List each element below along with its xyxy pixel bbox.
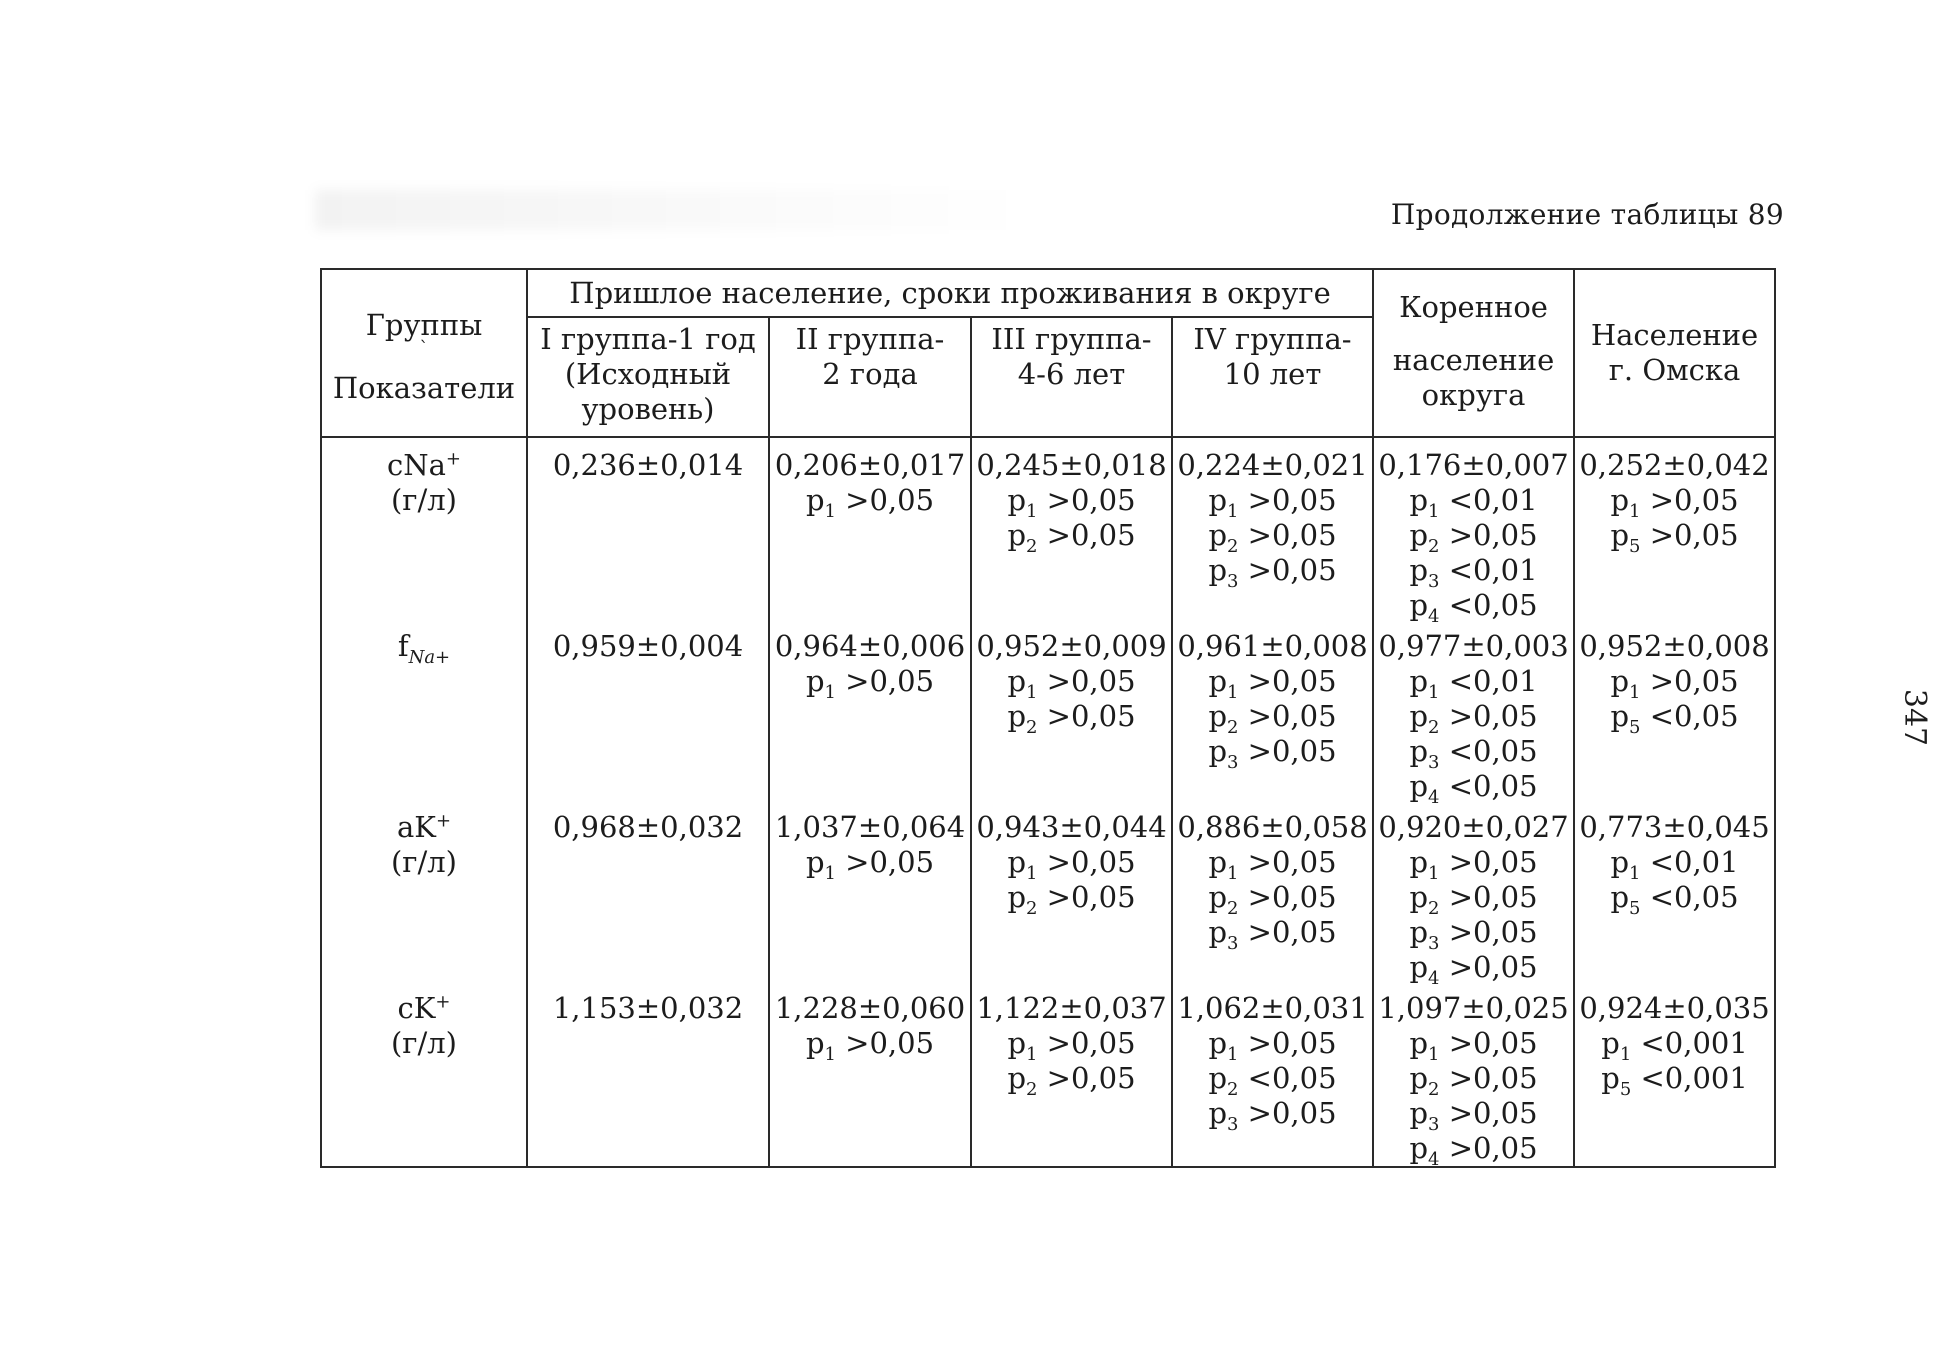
native-header-line-2: население — [1392, 342, 1555, 377]
p-threshold: >0,05 — [1037, 1026, 1136, 1060]
indicator-cell — [321, 804, 527, 985]
p-value — [1173, 664, 1372, 703]
p-threshold: >0,05 — [835, 845, 935, 879]
indicator-unit: (г/л) — [390, 845, 457, 879]
indicator-subscript: Na+ — [408, 646, 451, 668]
value-cell — [1172, 623, 1373, 804]
p-threshold: <0,01 — [1439, 553, 1538, 587]
p-index: 2 — [1227, 1078, 1239, 1100]
value-cell — [769, 804, 971, 985]
p-threshold: <0,05 — [1640, 699, 1739, 733]
value-cell — [769, 623, 971, 804]
scan-smudge — [315, 190, 1035, 230]
p-value — [1173, 915, 1372, 954]
p-letter: p — [1007, 1061, 1027, 1095]
p-index: 2 — [1026, 716, 1038, 738]
indicator-unit: (г/л) — [390, 1026, 457, 1060]
mean-value: 1,097±0,025 — [1378, 991, 1569, 1025]
value-cell — [527, 437, 769, 623]
p-value — [1374, 880, 1573, 919]
group-1-header — [527, 317, 769, 437]
p-letter: p — [1208, 1061, 1228, 1095]
p-letter: p — [1409, 845, 1429, 879]
p-letter: p — [1409, 553, 1429, 587]
group-4-header-line-2: 10 лет — [1223, 357, 1322, 391]
p-index: 3 — [1227, 1113, 1239, 1135]
p-index: 2 — [1428, 1078, 1440, 1100]
p-value — [770, 664, 970, 703]
p-letter: p — [1208, 880, 1228, 914]
mean-value: 0,924±0,035 — [1579, 991, 1770, 1025]
p-index: 3 — [1428, 1113, 1440, 1135]
p-value — [1374, 588, 1573, 627]
p-letter: p — [1208, 518, 1228, 552]
indicator-name — [322, 629, 526, 668]
group-3-header-line-2: 4-6 лет — [1017, 357, 1126, 391]
mean-value: 0,236±0,014 — [552, 448, 744, 482]
p-letter: p — [1610, 664, 1630, 698]
p-threshold: <0,01 — [1640, 845, 1739, 879]
mean-value: 1,228±0,060 — [774, 991, 966, 1025]
p-index: 1 — [1227, 862, 1239, 884]
p-index: 4 — [1428, 786, 1440, 808]
p-threshold: <0,001 — [1631, 1026, 1748, 1060]
p-letter: p — [1208, 553, 1228, 587]
value-cell — [1574, 623, 1775, 804]
p-letter: p — [1409, 699, 1429, 733]
indicator-charge: + — [445, 448, 461, 470]
p-value — [1575, 1061, 1774, 1100]
value-cell — [1373, 985, 1574, 1170]
p-index: 3 — [1227, 932, 1239, 954]
p-value — [1173, 483, 1372, 522]
migrant-group-header: Пришлое население, сроки проживания в округе — [527, 269, 1373, 317]
native-header-line-1: Коренное — [1399, 289, 1548, 324]
p-letter: p — [1007, 845, 1027, 879]
indicator-symbol: f — [397, 629, 409, 663]
p-index: 3 — [1428, 570, 1440, 592]
p-letter: p — [1409, 664, 1429, 698]
mean-value: 1,153±0,032 — [552, 991, 744, 1025]
p-threshold: >0,05 — [1439, 880, 1538, 914]
page-number: 347 — [1897, 688, 1933, 747]
p-index: 1 — [824, 681, 836, 703]
p-value — [972, 1061, 1171, 1100]
p-index: 3 — [1227, 570, 1239, 592]
table-row — [321, 804, 1775, 985]
p-value — [1575, 845, 1774, 884]
p-value — [1374, 1131, 1573, 1170]
table-row — [321, 985, 1775, 1167]
value-cell — [971, 804, 1172, 985]
p-letter: p — [1007, 1026, 1027, 1060]
p-index: 1 — [1026, 500, 1038, 522]
p-index: 1 — [1227, 500, 1239, 522]
p-threshold: >0,05 — [1238, 699, 1337, 733]
p-letter: p — [1409, 734, 1429, 768]
p-threshold: >0,05 — [1238, 553, 1337, 587]
value-cell — [971, 985, 1172, 1167]
p-value — [972, 1026, 1171, 1065]
table-body — [321, 437, 1775, 1170]
p-letter: p — [1409, 588, 1429, 622]
value-cell — [769, 985, 971, 1167]
mean-value: 0,886±0,058 — [1177, 810, 1368, 844]
p-index: 5 — [1629, 535, 1641, 557]
p-index: 2 — [1227, 716, 1239, 738]
p-threshold: >0,05 — [1439, 518, 1538, 552]
table-row — [321, 437, 1775, 623]
p-value — [972, 664, 1171, 703]
p-value — [1173, 880, 1372, 919]
p-letter: p — [1007, 483, 1027, 517]
p-threshold: <0,05 — [1439, 588, 1538, 622]
p-value — [1374, 734, 1573, 773]
p-letter: p — [1208, 1026, 1228, 1060]
mean-value: 0,224±0,021 — [1177, 448, 1368, 482]
value-cell — [527, 804, 769, 985]
p-letter: p — [1409, 880, 1429, 914]
p-threshold: <0,01 — [1439, 483, 1538, 517]
group-2-header-line-2: 2 года — [822, 357, 918, 391]
p-index: 2 — [1227, 535, 1239, 557]
corner-header-cell — [321, 269, 527, 437]
p-letter: p — [805, 483, 825, 517]
p-value — [1374, 483, 1573, 522]
p-letter: p — [1601, 1061, 1620, 1095]
p-index: 2 — [1428, 535, 1440, 557]
mean-value: 0,773±0,045 — [1579, 810, 1770, 844]
value-cell — [527, 985, 769, 1167]
indicator-charge: + — [435, 810, 452, 832]
p-letter: p — [1610, 699, 1630, 733]
value-cell — [527, 623, 769, 804]
p-value — [1173, 518, 1372, 557]
p-letter: p — [1007, 880, 1027, 914]
p-index: 1 — [1629, 862, 1641, 884]
p-threshold: >0,05 — [1238, 664, 1337, 698]
p-letter: p — [1208, 483, 1228, 517]
p-letter: p — [1409, 1096, 1429, 1130]
p-index: 2 — [1026, 1078, 1038, 1100]
p-value — [1173, 699, 1372, 738]
p-value — [1374, 518, 1573, 557]
mean-value: 1,037±0,064 — [774, 810, 966, 844]
p-letter: p — [1610, 483, 1630, 517]
p-index: 1 — [1026, 862, 1038, 884]
data-table — [320, 268, 1776, 1168]
mean-value: 0,252±0,042 — [1579, 448, 1770, 482]
p-value — [1575, 664, 1774, 703]
p-value — [770, 1026, 970, 1065]
value-cell — [1574, 437, 1775, 623]
p-value — [770, 845, 970, 884]
p-threshold: >0,05 — [1238, 1096, 1337, 1130]
p-value — [1374, 553, 1573, 592]
group-4-header — [1172, 317, 1373, 437]
p-value — [1173, 1061, 1372, 1100]
group-3-header — [971, 317, 1172, 437]
p-value — [972, 483, 1171, 522]
p-threshold: >0,05 — [1439, 845, 1538, 879]
p-value — [1575, 880, 1774, 919]
p-index: 2 — [1428, 716, 1440, 738]
value-cell — [971, 623, 1172, 804]
p-letter: p — [1409, 1061, 1429, 1095]
p-value — [1374, 915, 1573, 954]
p-value — [972, 699, 1171, 738]
p-letter: p — [1409, 518, 1429, 552]
corner-indicators-label: Показатели — [332, 371, 516, 405]
mean-value: 0,920±0,027 — [1378, 810, 1569, 844]
p-value — [1374, 950, 1573, 989]
p-threshold: >0,05 — [1037, 880, 1136, 914]
indicator-name — [322, 448, 526, 483]
p-value — [1575, 518, 1774, 557]
p-letter: p — [1007, 699, 1027, 733]
p-threshold: >0,05 — [1439, 1096, 1538, 1130]
mean-value: 1,122±0,037 — [976, 991, 1167, 1025]
p-value — [1173, 1096, 1372, 1135]
p-letter: p — [1610, 845, 1630, 879]
p-value — [1374, 1061, 1573, 1100]
p-letter: p — [1409, 483, 1429, 517]
p-threshold: >0,05 — [1238, 518, 1337, 552]
p-value — [1173, 734, 1372, 773]
p-letter: p — [1208, 915, 1228, 949]
mean-value: 0,245±0,018 — [976, 448, 1167, 482]
table-row — [321, 623, 1775, 804]
p-index: 1 — [1619, 1043, 1632, 1065]
p-value — [770, 483, 970, 522]
p-index: 1 — [1026, 681, 1038, 703]
p-index: 4 — [1428, 605, 1440, 627]
p-threshold: >0,05 — [1037, 664, 1136, 698]
omsk-header-line-2: г. Омска — [1608, 353, 1741, 387]
p-letter: p — [1208, 845, 1228, 879]
mean-value: 0,959±0,004 — [552, 629, 744, 663]
value-cell — [1574, 804, 1775, 985]
p-index: 3 — [1428, 932, 1440, 954]
indicator-symbol: cNa — [387, 448, 446, 482]
indicator-cell — [321, 985, 527, 1167]
p-threshold: >0,05 — [835, 483, 935, 517]
mean-value: 0,961±0,008 — [1177, 629, 1368, 663]
mean-value: 0,952±0,008 — [1579, 629, 1770, 663]
p-threshold: <0,05 — [1439, 734, 1538, 768]
p-index: 1 — [824, 1043, 836, 1065]
p-threshold: <0,05 — [1439, 769, 1538, 803]
p-threshold: >0,05 — [1439, 1026, 1538, 1060]
p-value — [1575, 483, 1774, 522]
p-value — [1575, 699, 1774, 738]
p-letter: p — [1409, 915, 1429, 949]
p-value — [972, 518, 1171, 557]
p-index: 5 — [1629, 897, 1641, 919]
value-cell — [769, 437, 971, 623]
value-cell — [1172, 804, 1373, 985]
p-index: 4 — [1428, 967, 1440, 989]
p-threshold: >0,05 — [1238, 1026, 1337, 1060]
indicator-cell — [321, 437, 527, 623]
p-threshold: >0,05 — [835, 1026, 935, 1060]
p-threshold: >0,05 — [1238, 880, 1337, 914]
p-threshold: >0,05 — [1439, 915, 1538, 949]
mean-value: 0,176±0,007 — [1378, 448, 1569, 482]
p-threshold: >0,05 — [1238, 483, 1337, 517]
p-index: 2 — [1026, 897, 1038, 919]
p-index: 1 — [1026, 1043, 1038, 1065]
group-1-header-line-1: I группа-1 год — [540, 322, 756, 356]
p-threshold: >0,05 — [1640, 664, 1739, 698]
p-threshold: >0,05 — [1238, 734, 1337, 768]
group-4-header-line-1: IV группа- — [1193, 322, 1352, 356]
group-2-header — [769, 317, 971, 437]
mean-value: 0,977±0,003 — [1378, 629, 1569, 663]
p-value — [1374, 1026, 1573, 1065]
p-letter: p — [1409, 769, 1429, 803]
indicator-charge: + — [435, 991, 451, 1013]
p-index: 3 — [1227, 751, 1239, 773]
value-cell — [1172, 437, 1373, 623]
p-threshold: >0,05 — [1238, 915, 1337, 949]
p-letter: p — [1610, 880, 1630, 914]
p-threshold: >0,05 — [1037, 699, 1136, 733]
table-caption: Продолжение таблицы 89 — [1390, 198, 1784, 231]
p-index: 4 — [1428, 1148, 1440, 1170]
group-2-header-line-1: II группа- — [795, 322, 945, 356]
p-index: 1 — [1428, 862, 1440, 884]
data-table-wrapper — [320, 268, 1774, 1168]
p-threshold: >0,05 — [1238, 845, 1337, 879]
p-threshold: >0,05 — [1037, 518, 1136, 552]
p-index: 1 — [1428, 500, 1440, 522]
p-threshold: >0,05 — [1640, 518, 1739, 552]
mean-value: 0,952±0,009 — [976, 629, 1167, 663]
p-value — [972, 880, 1171, 919]
p-threshold: <0,001 — [1631, 1061, 1748, 1095]
p-letter: p — [1007, 518, 1027, 552]
p-letter: p — [1208, 699, 1228, 733]
native-population-header — [1373, 269, 1574, 437]
mean-value: 0,943±0,044 — [976, 810, 1167, 844]
indicator-name — [322, 991, 526, 1026]
indicator-name — [322, 810, 526, 845]
p-threshold: <0,05 — [1640, 880, 1739, 914]
value-cell — [1373, 437, 1574, 627]
p-threshold: <0,01 — [1439, 664, 1538, 698]
p-index: 1 — [1629, 500, 1641, 522]
omsk-header-line-1: Население — [1590, 318, 1759, 352]
group-3-header-line-1: III группа- — [991, 322, 1152, 356]
p-index: 2 — [1026, 535, 1038, 557]
p-index: 5 — [1629, 716, 1641, 738]
p-letter: p — [1007, 664, 1027, 698]
p-letter: p — [805, 664, 825, 698]
mean-value: 0,206±0,017 — [774, 448, 966, 482]
p-threshold: >0,05 — [1439, 1131, 1538, 1165]
p-index: 5 — [1619, 1078, 1632, 1100]
p-letter: p — [1409, 950, 1429, 984]
p-value — [1374, 769, 1573, 808]
value-cell — [1373, 623, 1574, 808]
p-letter: p — [1409, 1131, 1429, 1165]
p-value — [1374, 845, 1573, 884]
p-value — [972, 845, 1171, 884]
p-index: 1 — [1428, 1043, 1440, 1065]
p-index: 1 — [1428, 681, 1440, 703]
omsk-population-header — [1574, 269, 1775, 437]
p-letter: p — [1610, 518, 1630, 552]
p-threshold: >0,05 — [1037, 483, 1136, 517]
p-index: 3 — [1428, 751, 1440, 773]
p-letter: p — [1208, 1096, 1228, 1130]
indicator-symbol: aK — [396, 810, 436, 844]
p-index: 1 — [1227, 681, 1239, 703]
native-header-rest — [1374, 343, 1573, 413]
p-threshold: >0,05 — [1439, 950, 1538, 984]
value-cell — [1373, 804, 1574, 989]
p-threshold: <0,05 — [1238, 1061, 1337, 1095]
p-letter: p — [805, 845, 825, 879]
native-header-line-3: округа — [1421, 377, 1526, 412]
mean-value: 0,964±0,006 — [774, 629, 966, 663]
p-index: 1 — [824, 500, 836, 522]
p-threshold: >0,05 — [1037, 845, 1136, 879]
p-value — [1374, 699, 1573, 738]
p-threshold: >0,05 — [1640, 483, 1739, 517]
corner-groups-label: Группы — [365, 308, 483, 342]
mean-value: 1,062±0,031 — [1177, 991, 1368, 1025]
p-value — [1374, 1096, 1573, 1135]
p-letter: p — [1601, 1026, 1620, 1060]
mean-value: 0,968±0,032 — [552, 810, 744, 844]
p-threshold: >0,05 — [1439, 1061, 1538, 1095]
value-cell — [971, 437, 1172, 623]
group-1-header-line-3: уровень) — [581, 392, 715, 426]
p-letter: p — [1409, 1026, 1429, 1060]
p-index: 1 — [1629, 681, 1641, 703]
p-value — [1173, 1026, 1372, 1065]
p-value — [1173, 845, 1372, 884]
value-cell — [1574, 985, 1775, 1167]
p-threshold: >0,05 — [1037, 1061, 1136, 1095]
p-value — [1374, 664, 1573, 703]
p-letter: p — [1208, 664, 1228, 698]
corner-dot-mark: ` — [419, 338, 429, 359]
indicator-cell — [321, 623, 527, 804]
p-index: 2 — [1428, 897, 1440, 919]
p-value — [1575, 1026, 1774, 1065]
p-index: 1 — [824, 862, 836, 884]
p-value — [1173, 553, 1372, 592]
group-1-header-line-2: (Исходный — [564, 357, 732, 391]
p-letter: p — [805, 1026, 825, 1060]
p-threshold: >0,05 — [1439, 699, 1538, 733]
value-cell — [1172, 985, 1373, 1167]
p-letter: p — [1208, 734, 1228, 768]
p-index: 2 — [1227, 897, 1239, 919]
p-threshold: >0,05 — [835, 664, 935, 698]
indicator-symbol: cK — [397, 991, 436, 1025]
p-index: 1 — [1227, 1043, 1239, 1065]
indicator-unit: (г/л) — [390, 483, 457, 517]
